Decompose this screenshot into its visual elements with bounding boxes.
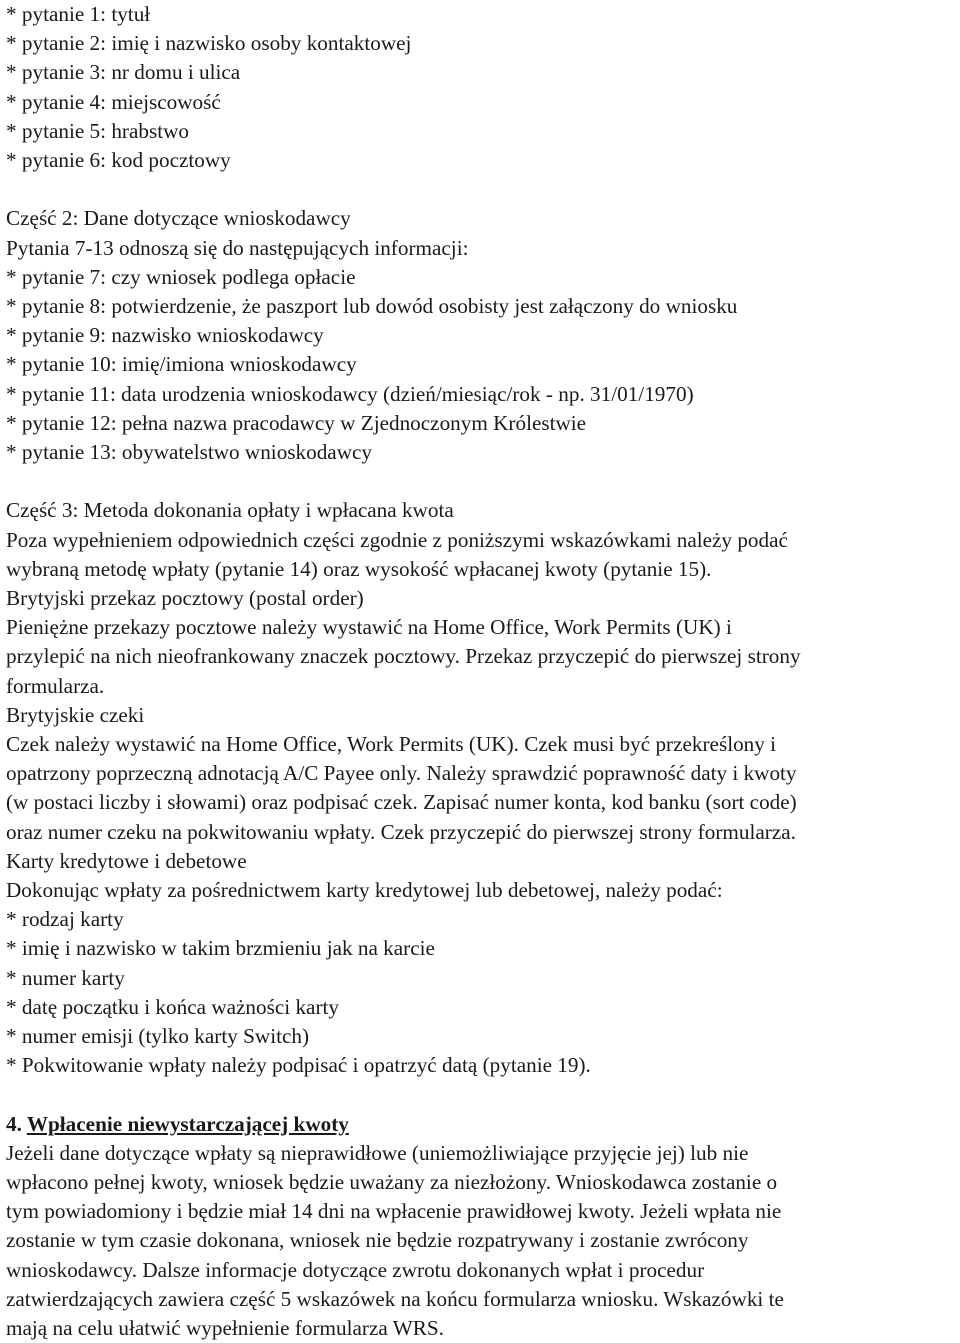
list-item: * pytanie 1: tytuł (6, 2, 151, 26)
list-item: * pytanie 3: nr domu i ulica (6, 60, 241, 85)
list-item: * pytanie 7: czy wniosek podlega opłacie (6, 264, 356, 289)
paragraph-line: zostanie w tym czasie dokonana, wniosek nie będzie rozpatrywany i zostanie zwrócony (6, 1228, 749, 1253)
list-item: * pytanie 10: imię/imiona wnioskodawcy (6, 352, 357, 377)
section4-heading (6, 1110, 958, 1139)
list-item: * rodzaj karty (6, 907, 124, 932)
section3 (6, 496, 958, 1080)
section2-title: Część 2: Dane dotyczące wnioskodawcy (6, 206, 351, 231)
spacer (6, 175, 958, 204)
cards-intro: Dokonując wpłaty za pośrednictwem karty kredytowej lub debetowej, należy podać: (6, 878, 723, 903)
paragraph-line: wnioskodawcy. Dalsze informacje dotyczące zwrotu dokonanych wpłat i procedur (6, 1257, 705, 1282)
list-item: * numer karty (6, 965, 125, 990)
list-item: * pytanie 4: miejscowość (6, 89, 221, 114)
list-item: * pytanie 12: pełna nazwa pracodawcy w Zjednoczonym Królestwie (6, 410, 587, 435)
paragraph-line: (w postaci liczby i słowami) oraz podpisać czek. Zapisać numer konta, kod banku (sort code) (6, 790, 797, 815)
spacer (6, 1080, 958, 1109)
paragraph-line: wybraną metodę wpłaty (pytanie 14) oraz wysokość wpłacanej kwoty (pytanie 15). (6, 556, 712, 581)
section3-title: Część 3: Metoda dokonania opłaty i wpłacana kwota (6, 498, 454, 523)
section4 (6, 1110, 958, 1343)
paragraph-line: opatrzony poprzeczną adnotacją A/C Payee only. Należy sprawdzić poprawność daty i kwoty (6, 761, 797, 786)
cards-title: Karty kredytowe i debetowe (6, 848, 247, 873)
section1-list (6, 0, 958, 175)
postal-order-title: Brytyjski przekaz pocztowy (postal order) (6, 586, 364, 611)
list-item: * datę początku i końca ważności karty (6, 994, 339, 1019)
spacer (6, 467, 958, 496)
list-item: * pytanie 6: kod pocztowy (6, 148, 231, 173)
list-item: * pytanie 11: data urodzenia wnioskodawcy (dzień/miesiąc/rok - np. 31/01/1970) (6, 381, 694, 406)
paragraph-line: Pieniężne przekazy pocztowe należy wystawić na Home Office, Work Permits (UK) i (6, 615, 732, 640)
section2-intro: Pytania 7-13 odnoszą się do następujących informacji: (6, 235, 469, 260)
paragraph-line: Czek należy wystawić na Home Office, Work Permits (UK). Czek musi być przekreślony i (6, 732, 777, 757)
list-item: * Pokwitowanie wpłaty należy podpisać i opatrzyć datą (pytanie 19). (6, 1053, 591, 1078)
paragraph-line: oraz numer czeku na pokwitowaniu wpłaty. Czek przyczepić do pierwszej strony formularza. (6, 819, 796, 844)
paragraph-line: zatwierdzających zawiera część 5 wskazówek na końcu formularza wniosku. Wskazówki te (6, 1286, 784, 1311)
list-item: * pytanie 9: nazwisko wnioskodawcy (6, 323, 324, 348)
section4-number: 4. (6, 1111, 22, 1136)
paragraph-line: mają na celu ułatwić wypełnienie formularza WRS. (6, 1316, 444, 1341)
paragraph-line: formularza. (6, 673, 105, 698)
paragraph-line: tym powiadomiony i będzie miał 14 dni na wpłacenie prawidłowej kwoty. Jeżeli wpłata nie (6, 1199, 782, 1224)
cheques-title: Brytyjskie czeki (6, 702, 145, 727)
paragraph-line: wpłacono pełnej kwoty, wniosek będzie uważany za niezłożony. Wnioskodawca zostanie o (6, 1170, 778, 1195)
paragraph-line: Jeżeli dane dotyczące wpłaty są nieprawidłowe (uniemożliwiające przyjęcie jej) lub nie (6, 1140, 749, 1165)
list-item: * pytanie 13: obywatelstwo wnioskodawcy (6, 440, 373, 465)
list-item: * numer emisji (tylko karty Switch) (6, 1024, 310, 1049)
section4-title: Wpłacenie niewystarczającej kwoty (26, 1111, 349, 1136)
paragraph-line: Poza wypełnieniem odpowiednich części zgodnie z poniższymi wskazówkami należy podać (6, 527, 788, 552)
paragraph-line: przylepić na nich nieofrankowany znaczek pocztowy. Przekaz przyczepić do pierwszej strony (6, 644, 801, 669)
list-item: * pytanie 5: hrabstwo (6, 118, 190, 143)
list-item: * pytanie 8: potwierdzenie, że paszport lub dowód osobisty jest załączony do wniosku (6, 294, 738, 319)
section2 (6, 204, 958, 467)
list-item: * imię i nazwisko w takim brzmieniu jak na karcie (6, 936, 435, 961)
list-item: * pytanie 2: imię i nazwisko osoby kontaktowej (6, 31, 412, 56)
